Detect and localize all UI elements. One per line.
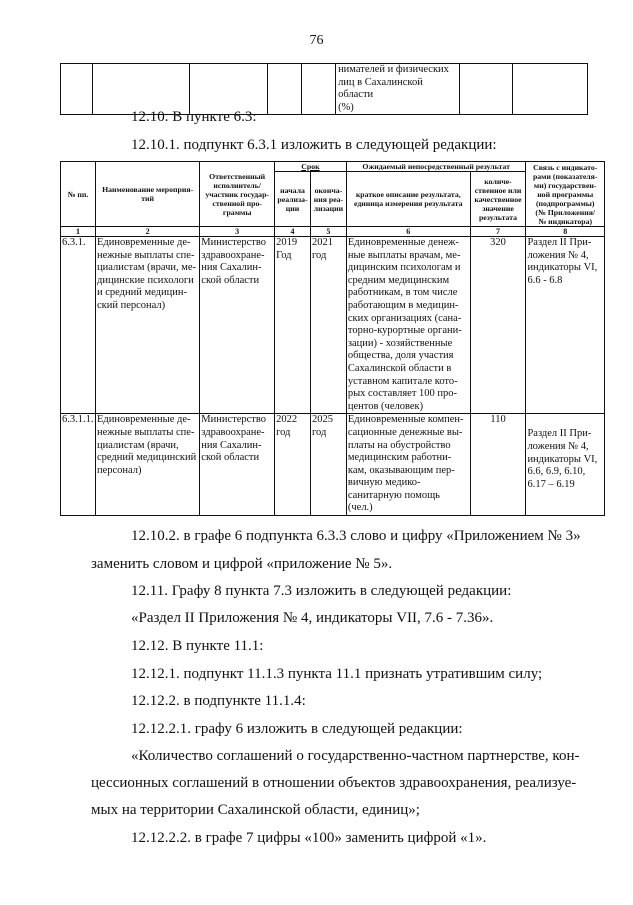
row-end: 2021 год [310,237,346,414]
paragraph-quote-1: «Раздел II Приложения № 4, индикаторы VII, 7.6 - 7.36». [131,610,494,626]
paragraph-12-10-1: 12.10.1. подпункт 6.3.1 изложить в следующей редакции: [131,137,497,153]
paragraph-quote-2-line-3: мых на территории Сахалинской области, единиц»; [91,802,420,818]
row-start: 2022 год [275,414,311,516]
table-row [61,64,588,115]
header-num: № пп. [61,162,96,227]
col-number: 3 [200,227,275,237]
fragment-cell-text: нимателей и физических лиц в Сахалинской области (%) [336,64,460,115]
row-number: 6.3.1. [61,237,96,414]
header-quantity: количе- ственное или качественное значение результата [470,172,526,227]
row-responsible: Министерство здравоохране- ния Сахалин- ской области [200,237,275,414]
header-term: Срок [275,162,347,172]
col-number: 4 [275,227,311,237]
paragraph-quote-2-line-1: «Количество соглашений о государственно-частном партнерстве, кон- [131,748,580,764]
paragraph-12-10-2: 12.10.2. в графе 6 подпункта 6.3.3 слово и цифру «Приложением № 3» [131,528,581,544]
row-responsible: Министерство здравоохране- ния Сахалин- ской области [200,414,275,516]
paragraph-12-12: 12.12. В пункте 11.1: [131,638,264,654]
header-end: оконча- ния реа- лизации [310,172,346,227]
paragraph-12-11: 12.11. Графу 8 пункта 7.3 изложить в следующей редакции: [131,583,512,599]
table-header-row [61,162,605,172]
column-number-row [61,227,605,237]
paragraph-12-12-2-1: 12.12.2.1. графу 6 изложить в следующей редакции: [131,721,463,737]
col-number: 5 [310,227,346,237]
header-name: Наименование мероприя- тий [95,162,199,227]
row-link: Раздел II При- ложения № 4, индикаторы VI, 6.6 - 6.8 [526,237,605,414]
header-description: краткое описание результата, единица измерения результата [346,172,470,227]
paragraph-12-12-1: 12.12.1. подпункт 11.1.3 пункта 11.1 признать утратившим силу; [131,666,543,682]
paragraph-12-12-2-2: 12.12.2.2. в графе 7 цифры «100» заменить цифрой «1». [131,830,487,846]
col-number: 6 [346,227,470,237]
col-number: 2 [95,227,199,237]
row-end: 2025 год [310,414,346,516]
paragraph-12-10-2-cont: заменить словом и цифрой «приложение № 5». [91,556,393,572]
col-number: 8 [526,227,605,237]
row-description: Единовременные компен- сационные денежные вы- платы на обустройство медицинским работни- кам, оказывающим пер- вичную медико- санитарную помощь (чел.) [346,414,470,516]
activities-table [60,161,605,516]
header-link: Связь с индикато- рами (показателя- ми) государствен- ной программы (подпрограммы) (№ Приложения/ № индикатора) [526,162,605,227]
header-expected: Ожидаемый непосредственный результат [346,162,526,172]
row-name: Единовременные де- нежные выплаты спе- циалистам (врачи, средний медицинский персонал) [95,414,199,516]
header-responsible: Ответственный исполнитель/ участник государ- ственной про- граммы [200,162,275,227]
row-description: Единовременные денеж- ные выплаты врачам, ме- дицинским психологам и средним медицинским работникам, в том числе работающим в медицин- ских организациях (сана- торно-курортные органи- зации) - хозяйственные общества, доля участия Сахалинской области в уставном капитале кото- рых составляет 100 про- центов (человек) [346,237,470,414]
row-start: 2019 Год [275,237,311,414]
row-quantity: 110 [470,414,526,516]
paragraph-12-12-2: 12.12.2. в подпункте 11.1.4: [131,693,306,709]
row-name: Единовременные де- нежные выплаты спе- циалистам (врачи, ме- дицинские психологи и средний медицин- ский персонал) [95,237,199,414]
row-number: 6.3.1.1. [61,414,96,516]
row-quantity: 320 [470,237,526,414]
row-link: Раздел II При- ложения № 4, индикаторы VI, 6.6, 6.9, 6.10, 6.17 – 6.19 [526,414,605,516]
table-row [61,237,605,414]
paragraph-quote-2-line-2: цессионных соглашений в отношении объектов здравоохранения, реализуе- [91,775,577,791]
col-number: 1 [61,227,96,237]
paragraph-12-10: 12.10. В пункте 6.3: [131,109,257,125]
table-row [61,414,605,516]
page-number: 76 [309,33,324,48]
header-start: начала реализа- ции [275,172,311,227]
col-number: 7 [470,227,526,237]
